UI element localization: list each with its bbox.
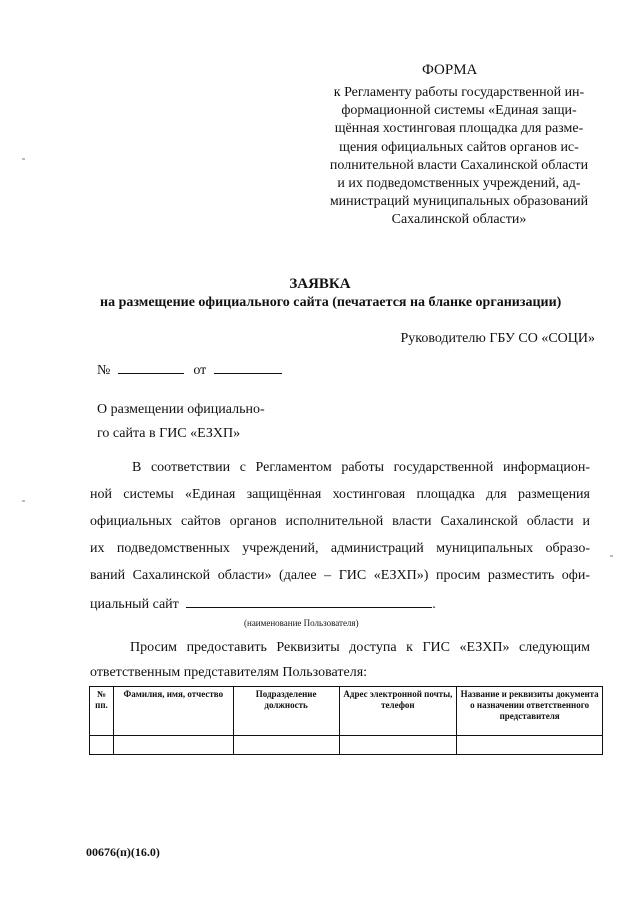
- appendix-line: к Регламенту работы государственной ин-: [333, 85, 585, 100]
- form-title: ФОРМА: [422, 62, 478, 78]
- scan-mark: [22, 500, 25, 502]
- table-cell[interactable]: [113, 736, 233, 755]
- column-header-number: № пп.: [90, 687, 114, 736]
- column-header-name: Фамилия, имя, отчество: [113, 687, 233, 736]
- scan-mark: [610, 555, 613, 557]
- table-cell[interactable]: [90, 736, 114, 755]
- appendix-line: министраций муниципальных образований: [329, 194, 589, 210]
- application-subtitle: на размещение официального сайта (печатается на бланке организации): [100, 295, 562, 310]
- appendix-line: щённая хостинговая площадка для разме-: [334, 121, 584, 137]
- appendix-line: Сахалинской области»: [391, 212, 527, 228]
- number-field[interactable]: [118, 361, 184, 374]
- appendix-line: щения официальных сайтов органов ис-: [339, 139, 579, 155]
- body-line: их подведомственных учреждений, администраций муниципальных образо-: [90, 541, 590, 556]
- table-cell[interactable]: [457, 736, 603, 755]
- column-header-document: Название и реквизиты документа о назначении ответственного представителя: [457, 687, 603, 736]
- body-line: ной системы «Единая защищённая хостинговая площадка для размещения: [90, 487, 590, 502]
- table-cell[interactable]: [339, 736, 457, 755]
- table-cell[interactable]: [233, 736, 339, 755]
- representatives-table: [89, 686, 603, 755]
- appendix-line: и их подведомственных учреждений, ад-: [337, 176, 581, 192]
- table-row: [90, 736, 603, 755]
- column-header-position: Подразделение должность: [233, 687, 339, 736]
- appendix-line: полнительной власти Сахалинской области: [329, 157, 589, 173]
- document-code: 00676(п)(16.0): [86, 845, 160, 859]
- request-line: ответственным представителям Пользователя:: [90, 665, 368, 680]
- body-line: ваний Сахалинской области» (далее – ГИС «ЕЗХП») просим разместить офи-: [90, 568, 590, 583]
- subject: [97, 398, 265, 446]
- table-header-row: [90, 687, 603, 736]
- application-title: ЗАЯВКА: [289, 276, 351, 292]
- site-name-line: циальный сайт .: [90, 597, 436, 612]
- recipient: Руководителю ГБУ СО «СОЦИ»: [400, 331, 595, 346]
- date-label: от: [193, 363, 207, 378]
- appendix-reference: [318, 84, 600, 230]
- number-label: №: [97, 363, 111, 378]
- number-date-line: [97, 361, 282, 379]
- appendix-line: формационной системы «Единая защи-: [341, 103, 577, 119]
- body-line: циальный сайт: [90, 597, 179, 612]
- body-line: В соответствии с Регламентом работы государственной информацион-: [132, 460, 590, 475]
- request-line: Просим предоставить Реквизиты доступа к ГИС «ЕЗХП» следующим: [130, 640, 590, 655]
- column-header-contacts: Адрес электронной почты, телефон: [339, 687, 457, 736]
- subject-line: О размещении официально-: [97, 402, 265, 417]
- subject-line: го сайта в ГИС «ЕЗХП»: [97, 426, 241, 441]
- body-line: официальных сайтов органов исполнительной власти Сахалинской области и: [90, 514, 590, 529]
- site-name-field[interactable]: [186, 595, 432, 608]
- scan-mark: [22, 158, 25, 160]
- date-field[interactable]: [214, 361, 282, 374]
- site-name-caption: (наименование Пользователя): [244, 618, 359, 628]
